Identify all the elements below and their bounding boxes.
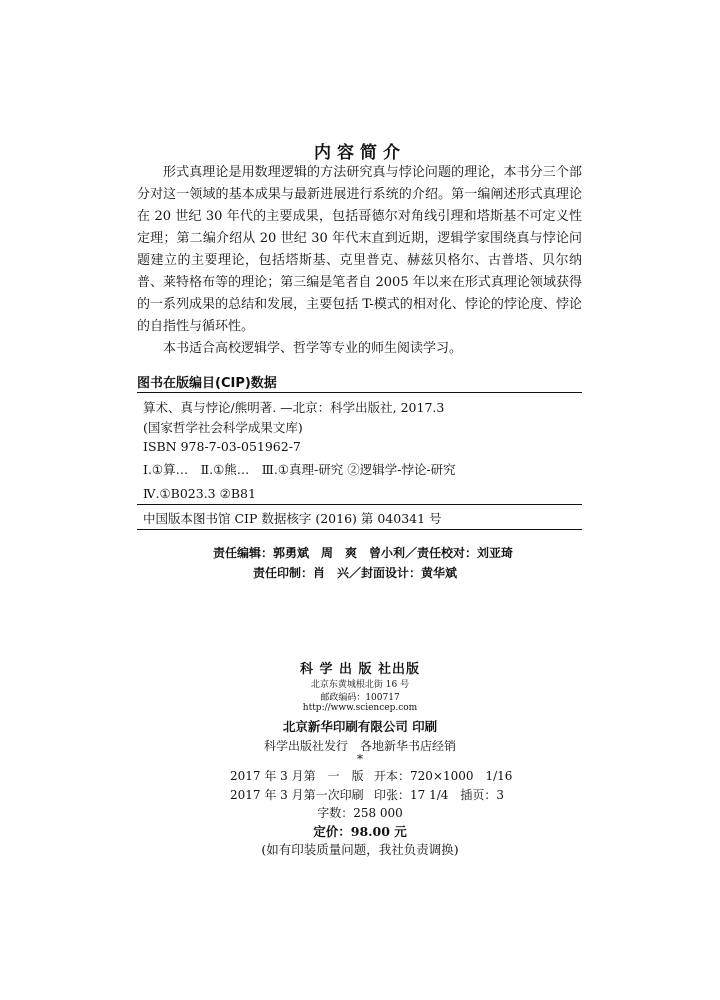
cip-series-line: (国家哲学社会科学成果文库) <box>143 420 303 435</box>
editors-line-1: 责任编辑：郭勇斌 周 爽 曾小利／责任校对：刘亚琦 <box>213 546 514 560</box>
publisher-name: 科 学 出 版 社出版 <box>299 662 421 677</box>
cip-heading: 图书在版编目(CIP)数据 <box>137 376 277 391</box>
cip-classification-line: Ⅳ.①B023.3 ②B81 <box>143 486 256 501</box>
cip-isbn-line: ISBN 978-7-03-051962-7 <box>143 439 301 454</box>
printer-name: 北京新华印刷有限公司 印刷 <box>282 719 438 734</box>
cip-top-rule <box>137 392 582 393</box>
quality-note: (如有印装质量问题，我社负责调换) <box>261 842 459 857</box>
distribution-line: 科学出版社发行 各地新华书店经销 <box>263 739 456 753</box>
cip-title-line: 算术、真与悖论/熊明著. —北京：科学出版社, 2017.3 <box>143 400 445 415</box>
format-size: 开本：720×1000 1/16 <box>374 769 513 783</box>
publisher-postcode: 邮政编码：100717 <box>320 693 400 703</box>
separator-star: * <box>357 752 363 766</box>
summary-title: 内容简介 <box>314 143 406 163</box>
publisher-address: 北京东黄城根北街 16 号 <box>310 680 410 690</box>
print-sheets: 印张：17 1/4 插页：3 <box>374 788 505 802</box>
publisher-website: http://www.sciencep.com <box>302 703 418 713</box>
summary-paragraph-1: 形式真理论是用数理逻辑的方法研究真与悖论问题的理论，本书分三个部分对这一领域的基本成果与最新进展进行系统的介绍。第一编阐述形式真理论在 20 世纪 30 年代的主要成果，包括哥德尔对角线引理和塔斯基不可定义性定理；第二编介绍从 20 世纪 30 年代末直到近期，逻辑学家围绕真与悖论问题建立的主要理论，包括塔斯基、克里普克、赫兹贝格尔、古普塔、贝尔纳普、莱特格布等的理论；第三编是笔者自 2005 年以来在形式真理论领域获得的一系列成果的总结和发展，主要包括 T-模式的相对化、悖论的悖论度、悖论的自指性与循环性。 <box>137 165 582 334</box>
summary-paragraph-2: 本书适合高校逻辑学、哲学等专业的师生阅读学习。 <box>163 341 463 356</box>
price: 定价：98.00 元 <box>313 824 407 839</box>
edition-date: 2017 年 3 月第 一 版 <box>230 769 364 783</box>
word-count: 字数：258 000 <box>317 806 403 820</box>
summary-body <box>137 162 582 360</box>
editors-line-2: 责任印制：肖 兴／封面设计：黄华斌 <box>253 566 458 580</box>
print-date: 2017 年 3 月第一次印刷 <box>230 788 364 802</box>
cip-bottom-rule <box>137 529 582 530</box>
cip-subject-line: Ⅰ.①算… Ⅱ.①熊… Ⅲ.①真理-研究 ②逻辑学-悖论-研究 <box>143 462 456 477</box>
cip-mid-rule <box>137 504 582 505</box>
cip-number-line: 中国版本图书馆 CIP 数据核字 (2016) 第 040341 号 <box>143 511 442 526</box>
